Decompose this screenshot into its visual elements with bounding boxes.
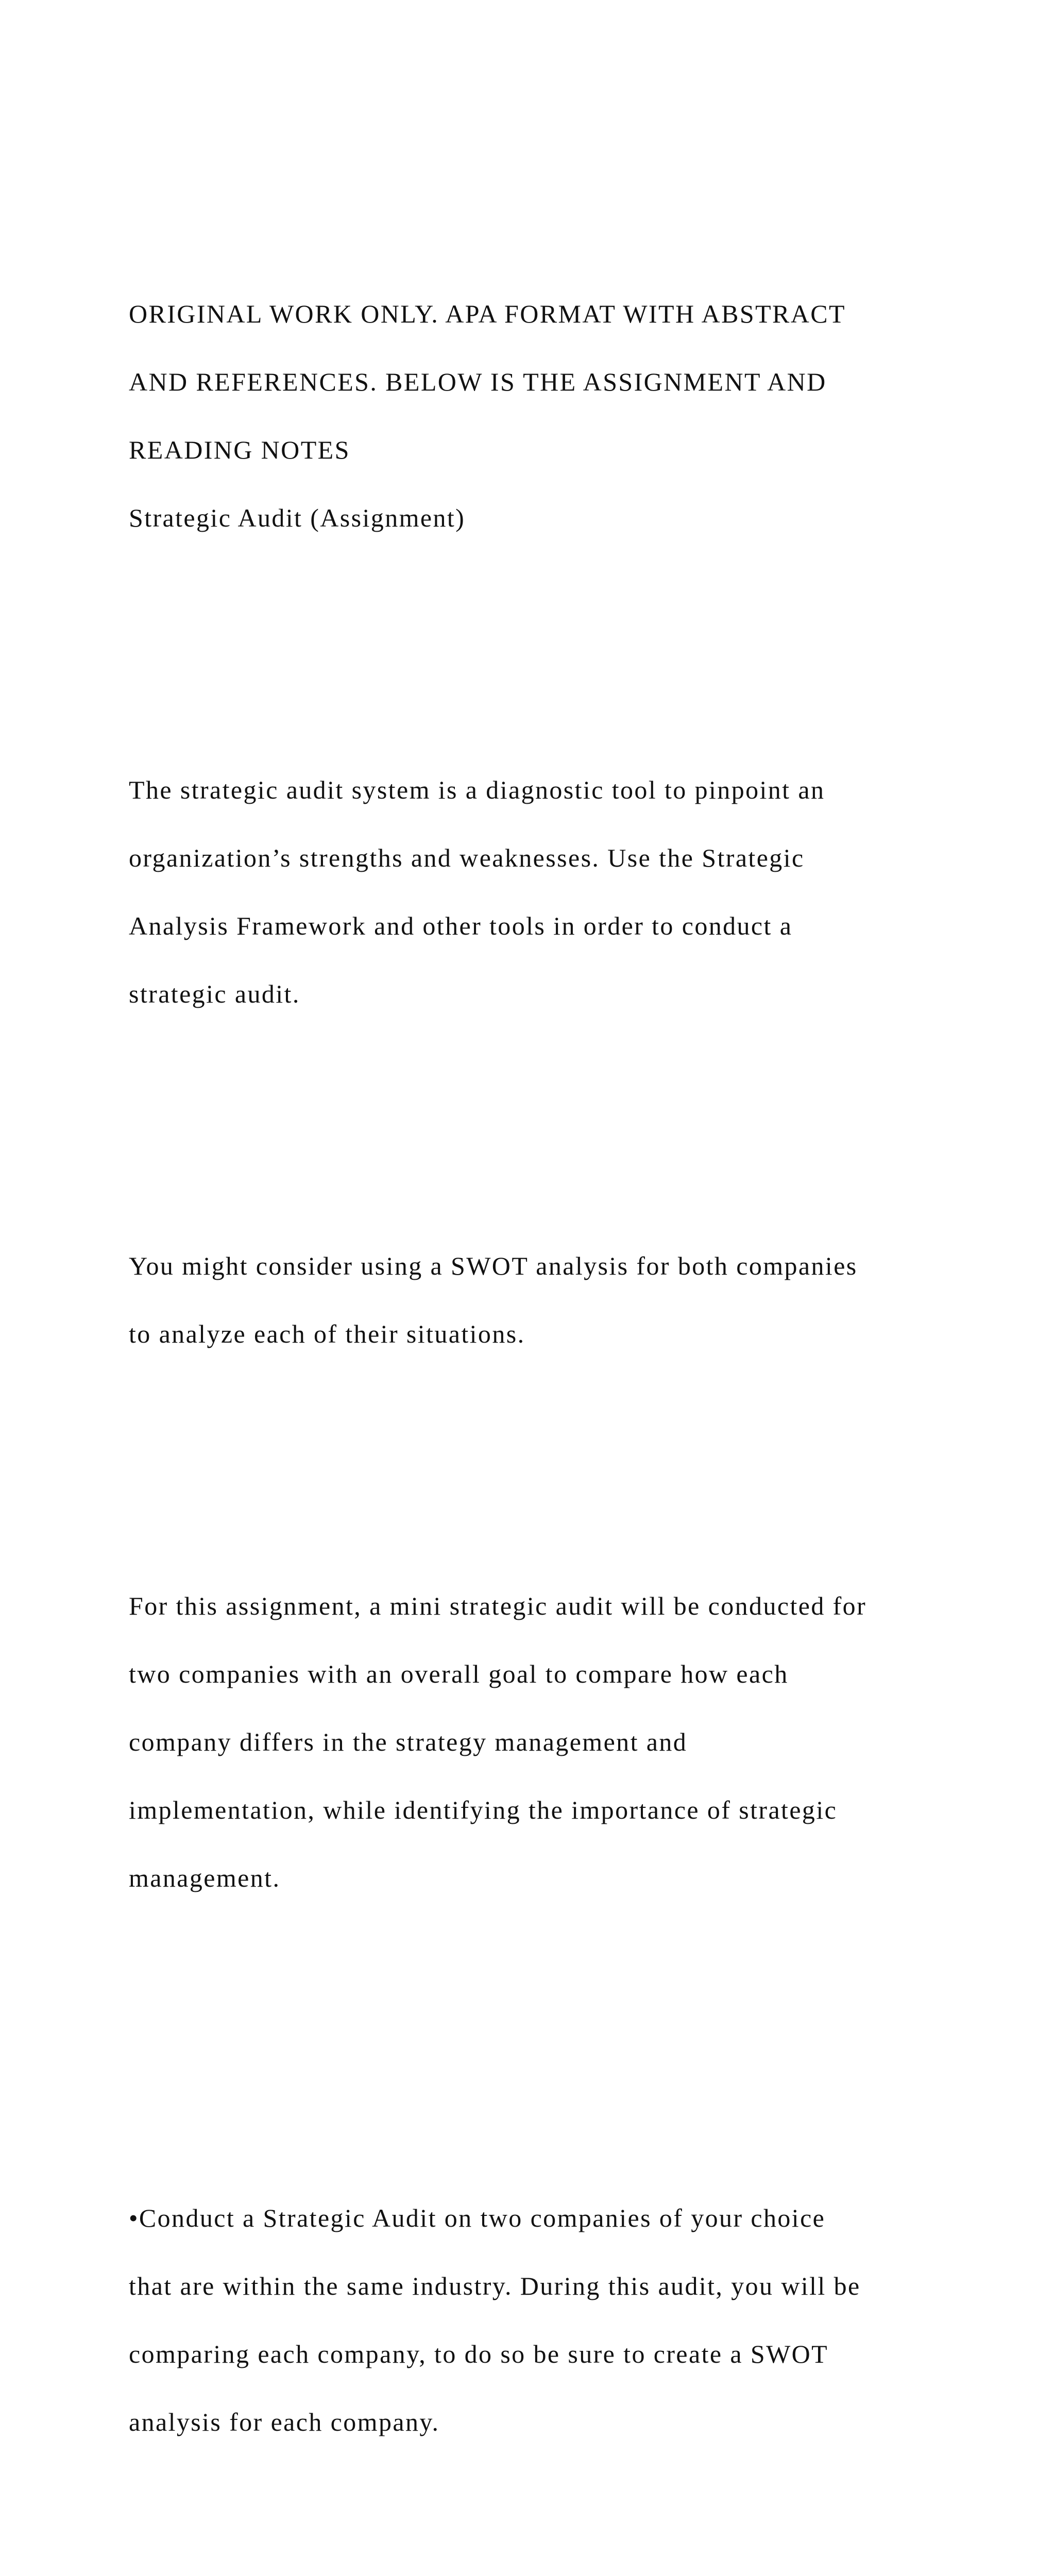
paragraph-assignment [129,1555,932,1929]
header-line: ORIGINAL WORK ONLY. APA FORMAT WITH ABSTRACT [129,299,846,328]
paragraph-intro [129,739,932,1045]
text-line: to analyze each of their situations. [129,1319,525,1348]
text-line: management. [129,1863,281,1892]
text-line: You might consider using a SWOT analysis for both companies [129,1251,858,1280]
text-line: company differs in the strategy management and [129,1727,688,1756]
paragraph-swot [129,1215,932,1385]
text-line: analysis for each company. [129,2408,440,2436]
spacer [129,637,932,671]
text-line: •Conduct a Strategic Audit on two companies of your choice [129,2204,826,2232]
spacer [129,1113,932,1147]
header-line: AND REFERENCES. BELOW IS THE ASSIGNMENT AND [129,367,827,396]
header-line: READING NOTES [129,435,350,464]
text-line: For this assignment, a mini strategic audit will be conducted for [129,1591,867,1620]
spacer [129,2541,932,2575]
text-line: Analysis Framework and other tools in order to conduct a [129,911,793,940]
header-block [129,263,932,569]
spacer [129,1453,932,1487]
bullet-strategic-audit [129,2167,932,2473]
text-line: comparing each company, to do so be sure to create a SWOT [129,2340,829,2368]
text-line: implementation, while identifying the importance of strategic [129,1795,838,1824]
text-line: organization’s strengths and weaknesses. Use the Strategic [129,843,805,872]
text-line: strategic audit. [129,979,300,1008]
spacer [129,1997,932,2099]
text-line: The strategic audit system is a diagnostic tool to pinpoint an [129,775,825,804]
text-line: that are within the same industry. During this audit, you will be [129,2272,861,2300]
document-body [129,195,932,2576]
text-line: two companies with an overall goal to compare how each [129,1659,789,1688]
assignment-title: Strategic Audit (Assignment) [129,503,466,532]
